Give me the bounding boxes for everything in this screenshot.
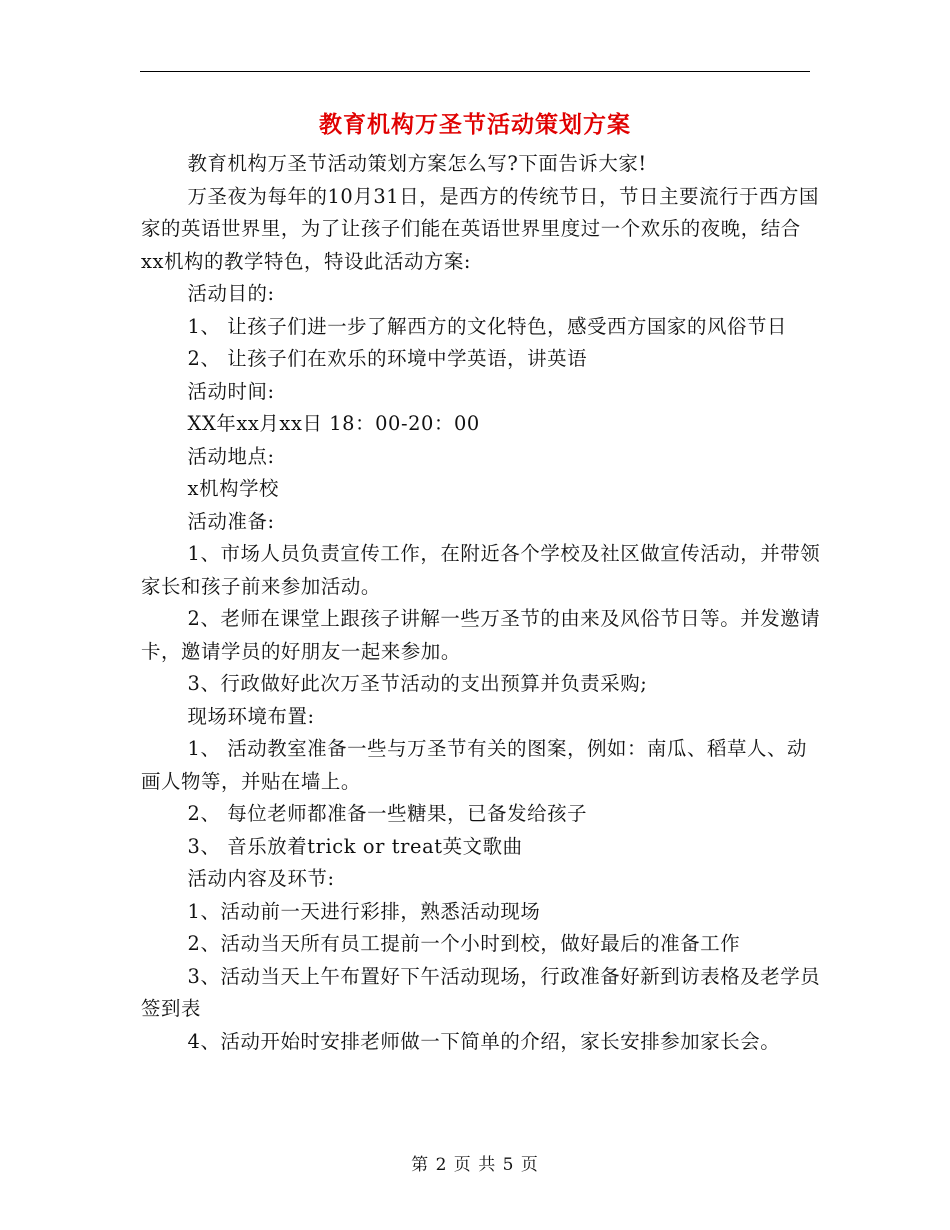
list-item: 1、 让孩子们进一步了解西方的文化特色，感受西方国家的风俗节日 (187, 314, 787, 338)
list-item: 1、活动前一天进行彩排，熟悉活动现场 (187, 899, 541, 923)
page-number-label: 第 2 页 共 5 页 (411, 1155, 539, 1175)
section-heading: 活动内容及环节: (187, 867, 335, 890)
section-heading: 活动准备: (187, 509, 275, 533)
list-item: 2、老师在课堂上跟孩子讲解一些万圣节的由来及风俗节日等。并发邀请卡，邀请学员的好朋友一起来参加。 (141, 607, 821, 663)
page-footer (0, 1152, 950, 1178)
section-heading: 现场环境布置: (187, 704, 315, 728)
paragraph: 万圣夜为每年的10月31日，是西方的传统节日，节日主要流行于西方国家的英语世界里，为了让孩子们能在英语世界里度过一个欢乐的夜晚，结合xx机构的教学特色，特设此活动方案: (141, 184, 820, 273)
list-item: 3、 音乐放着trick or treat英文歌曲 (187, 834, 523, 858)
list-item: 3、活动当天上午布置好下午活动现场，行政准备好新到访表格及老学员签到表 (141, 964, 821, 1020)
list-item: 1、市场人员负责宣传工作，在附近各个学校及社区做宣传活动，并带领家长和孩子前来参加活动。 (141, 542, 821, 598)
section-heading: 活动时间: (187, 379, 275, 403)
paragraph: XX年xx月xx日 18：00-20：00 (187, 412, 480, 435)
list-item: 1、 活动教室准备一些与万圣节有关的图案，例如：南瓜、稻草人、动画人物等，并贴在墙上。 (141, 737, 807, 793)
paragraph: 教育机构万圣节活动策划方案怎么写?下面告诉大家! (187, 152, 647, 175)
list-item: 2、活动当天所有员工提前一个小时到校，做好最后的准备工作 (187, 932, 741, 955)
list-item: 4、活动开始时安排老师做一下简单的介绍，家长安排参加家长会。 (187, 1029, 781, 1053)
section-heading: 活动地点: (187, 444, 275, 468)
document-title: 教育机构万圣节活动策划方案 (319, 111, 631, 138)
section-heading: 活动目的: (187, 282, 275, 305)
list-item: 2、 让孩子们在欢乐的环境中学英语，讲英语 (187, 347, 588, 370)
list-item: 2、 每位老师都准备一些糖果，已备发给孩子 (187, 802, 588, 825)
document-body (141, 148, 821, 1058)
paragraph: x机构学校 (187, 477, 280, 500)
list-item: 3、行政做好此次万圣节活动的支出预算并负责采购; (187, 672, 648, 695)
header-rule (140, 71, 810, 72)
